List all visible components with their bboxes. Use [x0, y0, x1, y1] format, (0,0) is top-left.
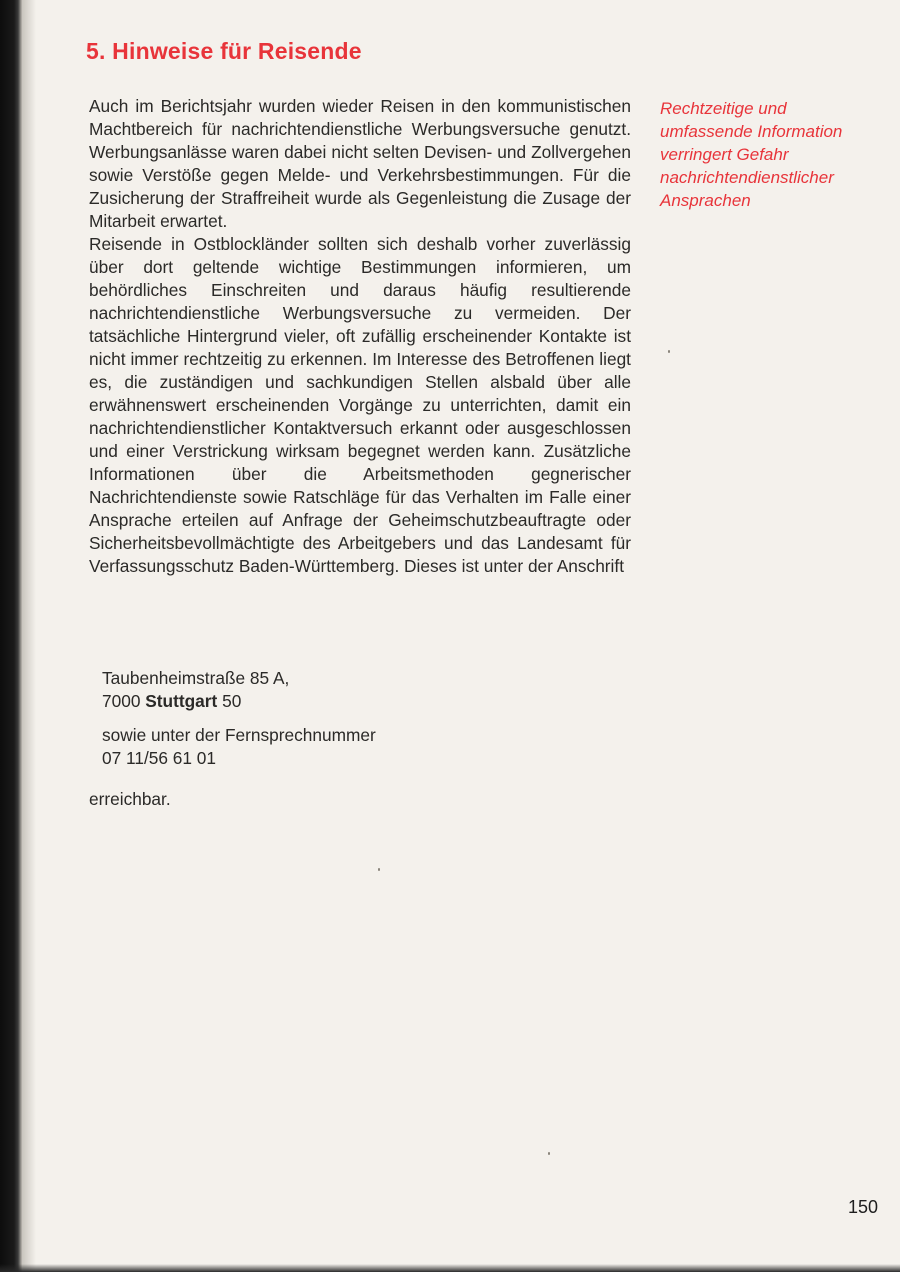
address-city: Stuttgart	[145, 691, 218, 711]
paper-speck	[548, 1152, 550, 1155]
phone-number: 07 11/56 61 01	[102, 748, 217, 768]
section-heading: 5. Hinweise für Reisende	[86, 38, 362, 64]
margin-note: Rechtzeitige und umfassende Information verringert Gefahr nachrichtendienstlicher Ansprachen	[660, 99, 843, 210]
closing-text: erreichbar.	[89, 789, 171, 809]
address-street: Taubenheimstraße 85 A,	[102, 668, 290, 688]
bottom-edge	[0, 1264, 900, 1272]
binding-edge	[0, 0, 22, 1272]
phone-intro: sowie unter der Fernsprechnummer	[102, 725, 376, 745]
main-body-text	[89, 95, 631, 578]
paragraph-2: Reisende in Ostblockländer sollten sich deshalb vorher zuverlässig über dort geltende wichtige Bestimmungen informieren, um behördliches Einschreiten und daraus häufig resultierende nachrichtendienstliche Werbungsversuche zu vermeiden. Der tatsächliche Hintergrund vieler, oft zufällig erscheinender Kontakte ist nicht immer rechtzeitig zu erkennen. Im Interesse des Betroffenen liegt es, die zuständigen und sachkundigen Stellen alsbald über alle erwähnenswert erscheinenden Vorgänge zu unterrichten, damit ein nachrichtendienstlicher Kontaktversuch erkannt oder ausgeschlossen und einer Verstrickung wirksam begegnet werden kann. Zusätzliche Informationen über die Arbeitsmethoden gegnerischer Nachrichtendienste sowie Ratschläge für das Verhalten im Falle einer Ansprache erteilen auf Anfrage der Geheimschutzbeauftragte oder Sicherheitsbevollmächtigte des Arbeitgebers und das Landesamt für Verfassungsschutz Baden-Württemberg. Dieses ist unter der Anschrift	[89, 234, 631, 576]
address-block	[102, 667, 502, 770]
paper-speck	[378, 868, 380, 871]
address-city-line	[102, 690, 502, 713]
paper-speck	[668, 350, 670, 353]
paragraph-1: Auch im Berichtsjahr wurden wieder Reisen in den kommunistischen Machtbereich für nachrichtendienstliche Werbungsversuche genutzt. Werbungsanlässe waren dabei nicht selten Devisen- und Zollvergehen sowie Verstöße gegen Melde- und Verkehrsbestimmungen. Für die Zusicherung der Straffreiheit wurde als Gegenleistung die Zusage der Mitarbeit erwartet.	[89, 96, 631, 231]
address-district: 50	[222, 691, 242, 711]
address-postal-code: 7000	[102, 691, 141, 711]
page-number: 150	[847, 1197, 878, 1217]
page-shadow	[22, 0, 36, 1272]
